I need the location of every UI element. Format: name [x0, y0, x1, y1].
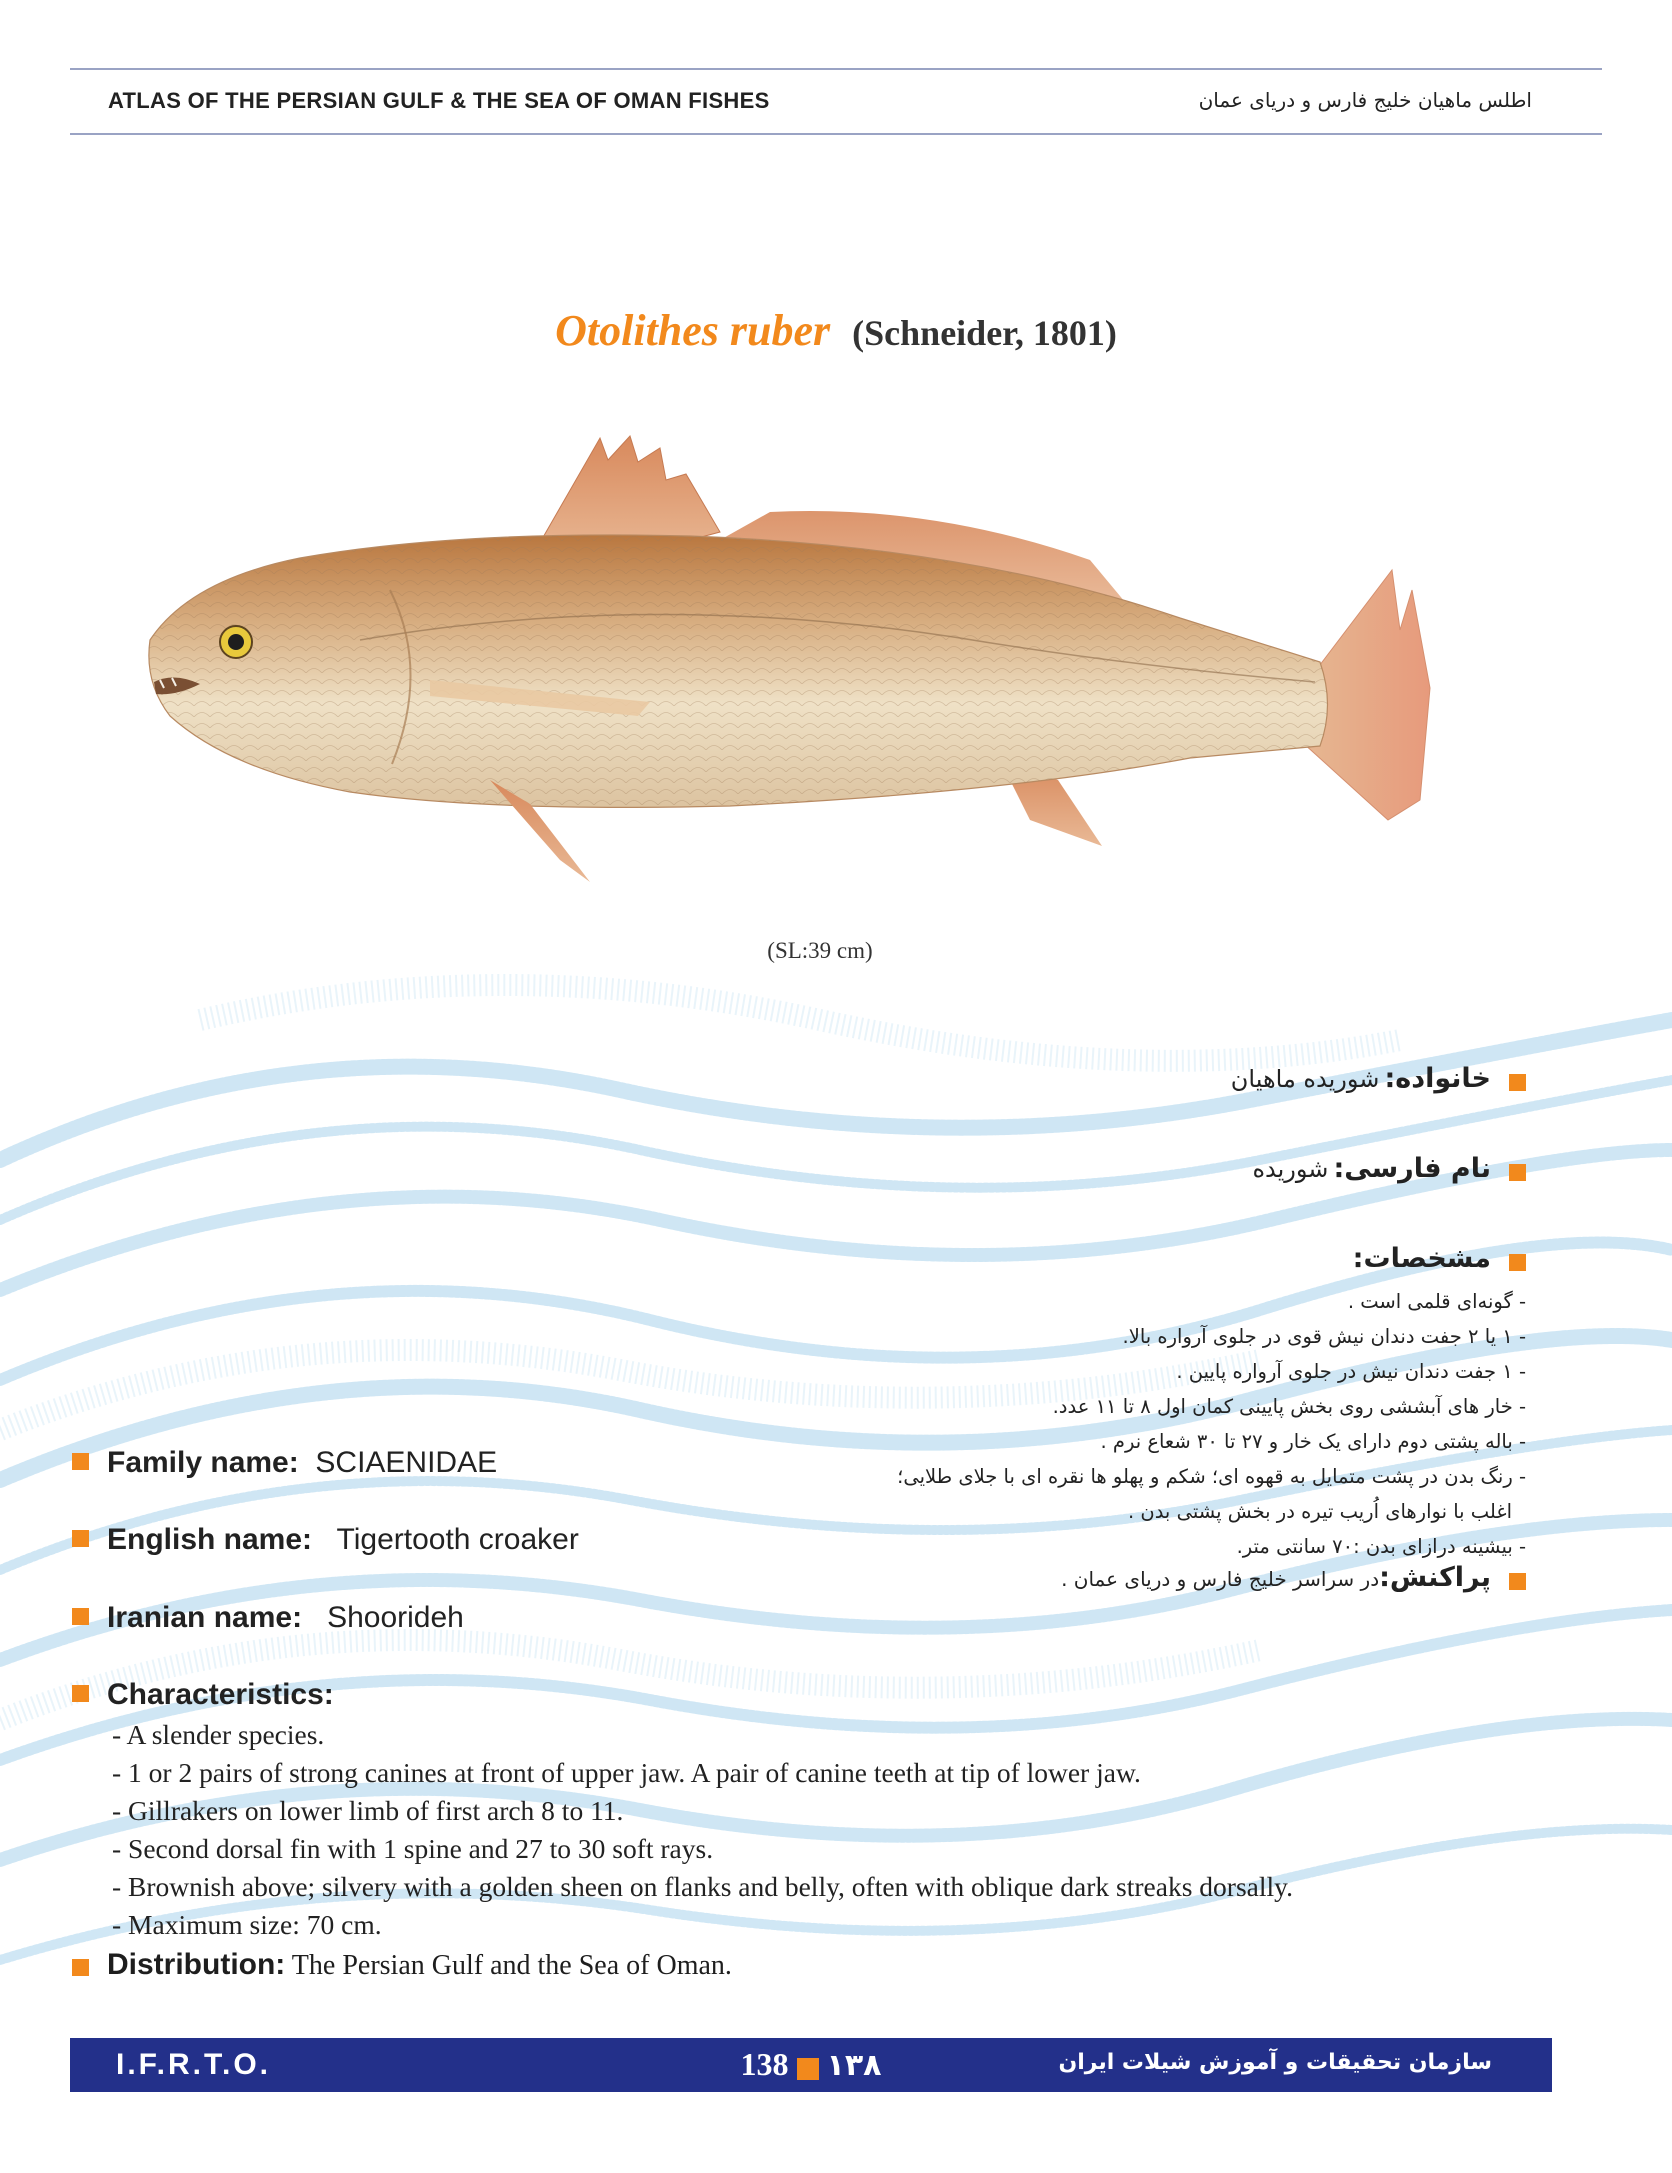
bullet-square — [72, 1685, 89, 1702]
bullet-square — [1509, 1573, 1526, 1590]
fa-characteristic-item: - رنگ بدن در پشت متمایل به قهوه ای؛ شکم و پهلو ها نقره ای با جلای طلایی؛ — [897, 1465, 1526, 1488]
en-characteristics-row — [72, 1678, 334, 1712]
header-rule-top — [70, 68, 1602, 70]
fa-family-label: خانواده: — [1384, 1063, 1491, 1094]
en-iranian-name-label: Iranian name: — [107, 1601, 303, 1634]
fa-characteristic-item: - باله پشتی دوم دارای یک خار و ۲۷ تا ۳۰ شعاع نرم . — [1100, 1430, 1526, 1453]
fa-name-row — [1252, 1153, 1526, 1184]
fa-characteristic-item: اغلب با نوارهای اُریب تیره در بخش پشتی بدن . — [1127, 1500, 1512, 1523]
fa-characteristic-item: - گونه‌ای قلمی است . — [1347, 1290, 1526, 1313]
en-characteristic-item: - 1 or 2 pairs of strong canines at front of upper jaw. A pair of canine teeth at tip of lower jaw. — [112, 1757, 1141, 1788]
species-title — [0, 305, 1672, 356]
en-characteristic-item: - A slender species. — [112, 1719, 325, 1750]
bullet-square — [1509, 1164, 1526, 1181]
fa-distribution-value: در سراسر خلیج فارس و دریای عمان . — [1061, 1567, 1380, 1591]
en-family-row — [72, 1446, 497, 1480]
footer-bar — [70, 2038, 1552, 2092]
fa-distribution-row — [1061, 1562, 1526, 1593]
en-family-value: SCIAENIDAE — [315, 1446, 498, 1479]
bullet-square — [1509, 1074, 1526, 1091]
fa-name-label: نام فارسی: — [1333, 1153, 1491, 1184]
page-number-latin: 138 — [740, 2046, 789, 2082]
en-english-name-label: English name: — [107, 1523, 313, 1556]
en-distribution-label: Distribution: — [107, 1948, 286, 1981]
en-characteristic-item: - Brownish above; silvery with a golden sheen on flanks and belly, often with oblique dark streaks dorsally. — [112, 1871, 1293, 1902]
species-authority: (Schneider, 1801) — [852, 313, 1117, 353]
bullet-square — [72, 1959, 89, 1976]
en-family-label: Family name: — [107, 1446, 299, 1479]
bullet-square — [72, 1530, 89, 1547]
fa-characteristic-item: - بیشینه درازای بدن :۷۰ سانتی متر. — [1236, 1535, 1526, 1558]
en-characteristic-item: - Gillrakers on lower limb of first arch 8 to 11. — [112, 1795, 624, 1826]
fa-family-row — [1231, 1063, 1526, 1094]
en-english-name-row — [72, 1523, 579, 1557]
bullet-square — [72, 1608, 89, 1625]
en-characteristics-list — [112, 1716, 1293, 1944]
footer-org-en: I.F.R.T.O. — [116, 2048, 272, 2081]
fa-characteristic-item: - ۱ جفت دندان نیش در جلوی آرواره پایین . — [1176, 1360, 1526, 1383]
header-title-en: ATLAS OF THE PERSIAN GULF & THE SEA OF OMAN FISHES — [108, 88, 770, 113]
en-english-name-value: Tigertooth croaker — [336, 1523, 579, 1556]
fa-characteristics-label: مشخصات: — [1352, 1243, 1491, 1274]
scientific-name: Otolithes ruber — [555, 306, 831, 355]
fa-distribution-label: پراکنش: — [1379, 1562, 1491, 1593]
en-characteristic-item: - Maximum size: 70 cm. — [112, 1909, 382, 1940]
bullet-square — [1509, 1254, 1526, 1271]
header-title-fa: اطلس ماهیان خلیج فارس و دریای عمان — [1198, 88, 1532, 112]
fa-characteristics-list — [766, 1284, 1526, 1564]
fa-characteristics-row — [1353, 1243, 1526, 1274]
fish-illustration — [130, 420, 1510, 900]
en-distribution-row — [72, 1948, 732, 1982]
fa-name-value: شوریده — [1252, 1155, 1329, 1183]
bullet-square — [72, 1453, 89, 1470]
header-rule-bottom — [70, 133, 1602, 135]
en-distribution-value: The Persian Gulf and the Sea of Oman. — [285, 1950, 732, 1981]
en-iranian-name-value: Shoorideh — [327, 1601, 464, 1634]
fa-characteristic-item: - ۱ یا ۲ جفت دندان نیش قوی در جلوی آرواره بالا. — [1122, 1325, 1526, 1348]
fa-family-value: شوریده ماهیان — [1230, 1065, 1380, 1093]
footer-org-fa: سازمان تحقیقات و آموزش شیلات ایران — [1058, 2050, 1492, 2075]
en-characteristics-label: Characteristics: — [107, 1678, 334, 1711]
en-characteristic-item: - Second dorsal fin with 1 spine and 27 to 30 soft rays. — [112, 1833, 714, 1864]
page-number-persian: ۱۳۸ — [826, 2048, 882, 2083]
fa-characteristic-item: - خار های آبششی روی بخش پایینی کمان اول ۸ تا ۱۱ عدد. — [1052, 1395, 1526, 1418]
size-label: (SL:39 cm) — [767, 938, 873, 963]
en-iranian-name-row — [72, 1601, 464, 1635]
page-number-separator — [797, 2058, 819, 2080]
